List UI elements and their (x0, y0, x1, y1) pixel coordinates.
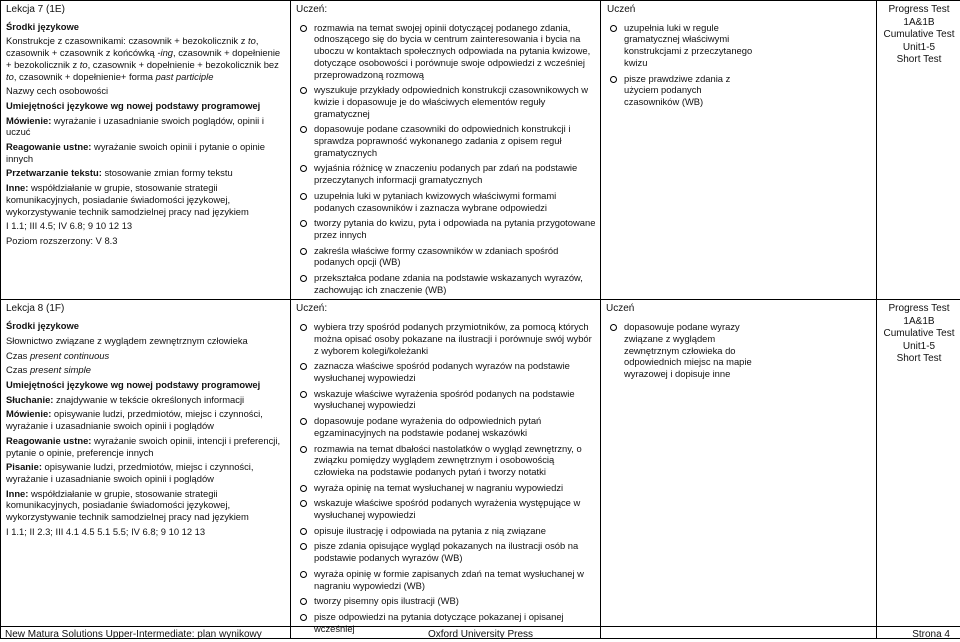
skill-text: Reagowanie ustne: wyrażanie swoich opinii, intencji i preferencji, pytanie o opinie, preferencje innych (6, 434, 281, 458)
outcomes-heading: Uczeń (606, 303, 635, 315)
list-item: pisze odpowiedzi na pytania dotyczące pokazanej i opisanej wcześniej (296, 611, 596, 634)
topic-cell (1, 1, 291, 300)
objectives-cell (291, 1, 601, 300)
list-item: wyjaśnia różnicę w znaczeniu podanych par zdań na podstawie przeczytanych informacji gramatycznych (296, 162, 596, 185)
footer-page-number: Strona 4 (912, 629, 950, 640)
footer-center-text: Oxford University Press (428, 629, 534, 640)
list-item: zaznacza właściwe spośród podanych wyrazów na podstawie wysłuchanej wypowiedzi (296, 360, 596, 383)
test-name: Short Test (896, 353, 942, 365)
footer-rule (0, 626, 960, 627)
list-item: wybiera trzy spośród podanych przymiotników, za pomocą których można opisać osoby pokazane na ilustracji i porównuje swój wybór z wyborem kolegi/koleżanki (296, 321, 596, 356)
list-item: wyraża opinię w formie zapisanych zdań na temat wysłuchanej w nagraniu wypowiedzi (WB) (296, 568, 596, 591)
list-item: wskazuje właściwe wyrażenia spośród podanych na podstawie wysłuchanej wypowiedzi (296, 388, 596, 411)
lesson-row (1, 1, 960, 300)
topic-text: Czas present simple (6, 364, 91, 376)
skill-text: Pisanie: opisywanie ludzi, przedmiotów, miejsc i czynności, wyrażanie i uzasadnianie swoich opinii i poglądów (6, 461, 254, 484)
curriculum-codes: I 1.1; II 2.3; III 4.1 4.5 5.1 5.5; IV 6.8; 9 10 12 13 (6, 525, 206, 537)
list-item: uzupełnia luki w pytaniach kwizowych właściwymi formami podanych czasowników i zaznacza wybrane odpowiedzi (296, 190, 596, 213)
list-item: dopasowuje podane czasowniki do odpowiednich konstrukcji i sprawdza poprawność wykonanego zadania z opisem reguł gramatycznych (296, 123, 596, 158)
objectives-cell (291, 300, 601, 639)
section-heading: Środki językowe (6, 20, 79, 32)
outcomes-heading: Uczeń (607, 4, 636, 15)
test-name: Cumulative Test Unit1-5 (883, 29, 955, 53)
list-item: rozmawia na temat dbałości nastolatków o wygląd zewnętrzny, o związku pomiędzy wyglądem zewnętrznym i osobowością człowieka na podstawie podanych pytań i tworzy notatki (296, 443, 596, 478)
list-item: uzupełnia luki w regule gramatycznej właściwymi konstrukcjami z przeczytanego kwizu (606, 22, 754, 69)
list-item: wyraża opinię na temat wysłuchanej w nagraniu wypowiedzi (296, 482, 596, 494)
list-item: pisze zdania opisujące wygląd pokazanych na ilustracji osób na podstawie podanych wyrazów (WB) (296, 540, 596, 563)
outcomes-list (606, 321, 872, 380)
topic-cell (1, 300, 291, 639)
page-footer (0, 626, 960, 642)
skill-text: Przetwarzanie tekstu: stosowanie zmian formy tekstu (6, 167, 233, 179)
test-name: Cumulative Test Unit1-5 (883, 328, 955, 352)
outcomes-cell (601, 1, 877, 300)
section-heading: Umiejętności językowe wg nowej podstawy programowej (6, 378, 261, 390)
section-heading: Umiejętności językowe wg nowej podstawy programowej (6, 99, 261, 111)
objectives-heading: Uczeń: (296, 4, 328, 15)
level-text: Poziom rozszerzony: V 8.3 (6, 234, 118, 246)
curriculum-codes: I 1.1; III 4.5; IV 6.8; 9 10 12 13 (6, 220, 133, 232)
list-item: dopasowuje podane wyrazy związane z wyglądem zewnętrznym człowieka do odpowiednich miejsc na mapie wyrazowej i dopisuje inne (606, 321, 769, 380)
skill-text: Mówienie: wyrażanie i uzasadnianie swoich poglądów, opinii i uczuć (6, 114, 264, 138)
list-item: dopasowuje podane wyrażenia do odpowiednich pytań egzaminacyjnych na podstawie podanej wskazówki (296, 415, 596, 438)
list-item: wyszukuje przykłady odpowiednich konstrukcji czasownikowych w kwizie i dopasowuje je do właściwych elementów reguły gramatycznej (296, 84, 596, 119)
topic-text: Konstrukcje z czasownikami: czasownik + bezokolicznik z to, czasownik + czasownik z końcówką -ing, czasownik + dopełnienie + bezokolicznik z to, czasownik + dopełnienie + bezokolicznik bez to, czasownik + dopełnienie+ forma past participle (6, 35, 281, 82)
list-item: pisze prawdziwe zdania z użyciem podanych czasowników (WB) (606, 73, 754, 108)
topic-text: Nazwy cech osobowości (6, 85, 109, 97)
lesson-title: Lekcja 8 (1F) (6, 303, 65, 315)
tests-cell (877, 300, 960, 639)
outcomes-list (606, 22, 872, 108)
list-item: tworzy pisemny opis ilustracji (WB) (296, 595, 596, 607)
list-item: tworzy pytania do kwizu, pyta i odpowiada na pytania przygotowane przez innych (296, 217, 596, 240)
test-name: Progress Test 1A&1B (888, 4, 950, 28)
outcomes-cell (601, 300, 877, 639)
footer-left-text: New Matura Solutions Upper-Intermediate: plan wynikowy (5, 629, 262, 640)
list-item: rozmawia na temat swojej opinii dotyczącej podanego zdania, odnoszącego się do bycia w centrum zainteresowania i bycia na uboczu w kontaktach społecznych odpowiada na pytania kwizowe, dotyczące osobowości i porównuje swoje odpowiedzi z wcześniej przeprowadzoną rozmową (296, 22, 596, 81)
tests-cell (877, 1, 960, 300)
objectives-list (296, 321, 596, 634)
lesson-row (1, 300, 960, 639)
skill-text: Mówienie: opisywanie ludzi, przedmiotów, miejsc i czynności, wyrażanie i uzasadnianie swoich opinii i poglądów (6, 408, 263, 432)
test-name: Progress Test 1A&1B (888, 303, 950, 327)
objectives-list (296, 22, 596, 296)
topic-text: Czas present continuous (6, 349, 110, 361)
topic-text: Słownictwo związane z wyglądem zewnętrznym człowieka (6, 334, 248, 346)
list-item: zakreśla właściwe formy czasowników w zdaniach spośród podanych opcji (WB) (296, 245, 596, 268)
test-name: Short Test (896, 54, 942, 65)
skill-text: Słuchanie: znajdywanie w tekście określonych informacji (6, 393, 245, 405)
list-item: przekształca podane zdania na podstawie wskazanych wyrazów, zachowując ich znaczenie (WB) (296, 272, 596, 295)
skill-text: Inne: współdziałanie w grupie, stosowanie strategii komunikacyjnych, posiadanie świadomości językowej, wykorzystywanie technik samodzielnej pracy nad językiem (6, 182, 249, 217)
skill-text: Inne: współdziałanie w grupie, stosowanie strategii komunikacyjnych, posiadanie świadomości językowej, wykorzystywanie technik samodzielnej pracy nad językiem (6, 487, 249, 523)
skill-text: Reagowanie ustne: wyrażanie swoich opinii i pytanie o opinie innych (6, 141, 265, 164)
objectives-heading: Uczeń: (296, 303, 328, 315)
section-heading: Środki językowe (6, 320, 79, 332)
lesson-title: Lekcja 7 (1E) (6, 4, 65, 15)
list-item: wskazuje właściwe spośród podanych wyrażenia występujące w wysłuchanej wypowiedzi (296, 497, 596, 520)
list-item: opisuje ilustrację i odpowiada na pytania z nią związane (296, 525, 596, 537)
